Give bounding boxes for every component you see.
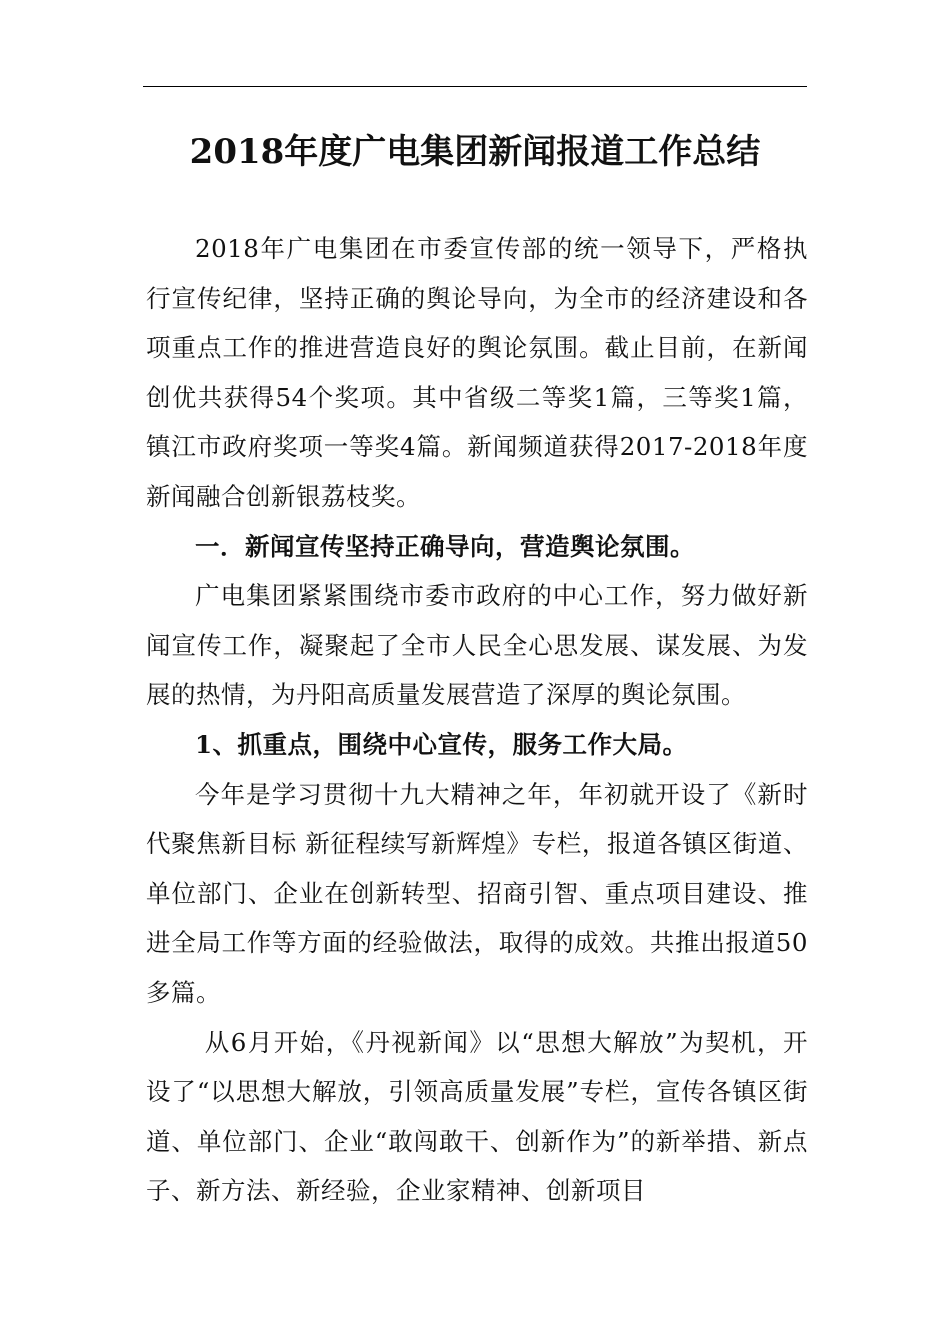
subsection-heading-1: 1、抓重点，围绕中心宣传，服务工作大局。 [195, 729, 688, 759]
document-title: 2018年度广电集团新闻报道工作总结 [189, 132, 761, 172]
intro-paragraph: 2018年广电集团在市委宣传部的统一领导下，严格执行宣传纪律，坚持正确的舆论导向，为全市的经济建设和各项重点工作的推进营造良好的舆论氛围。截止目前，在新闻创优共获得54个奖项。其中省级二等奖1篇，三等奖1篇，镇江市政府奖项一等奖4篇。新闻频道获得2017-2018年度新闻融合创新银荔枝奖。 [146, 234, 808, 511]
document-body [146, 224, 808, 1216]
header-rule [143, 86, 807, 87]
section-heading-1: 一．新闻宣传坚持正确导向，营造舆论氛围。 [195, 531, 695, 561]
section-1-paragraph: 广电集团紧紧围绕市委市政府的中心工作，努力做好新闻宣传工作，凝聚起了全市人民全心思发展、谋发展、为发展的热情，为丹阳高质量发展营造了深厚的舆论氛围。 [146, 581, 808, 710]
subsection-1-paragraph-2: 从6月开始，《丹视新闻》以“思想大解放”为契机，开设了“以思想大解放，引领高质量发展”专栏，宣传各镇区街道、单位部门、企业“敢闯敢干、创新作为”的新举措、新点子、新方法、新经验，企业家精神、创新项目 [146, 1027, 808, 1206]
subsection-1-paragraph-1: 今年是学习贯彻十九大精神之年，年初就开设了《新时代聚焦新目标 新征程续写新辉煌》专栏，报道各镇区街道、单位部门、企业在创新转型、招商引智、重点项目建设、推进全局工作等方面的经验做法，取得的成效。共推出报道50多篇。 [146, 779, 808, 1007]
